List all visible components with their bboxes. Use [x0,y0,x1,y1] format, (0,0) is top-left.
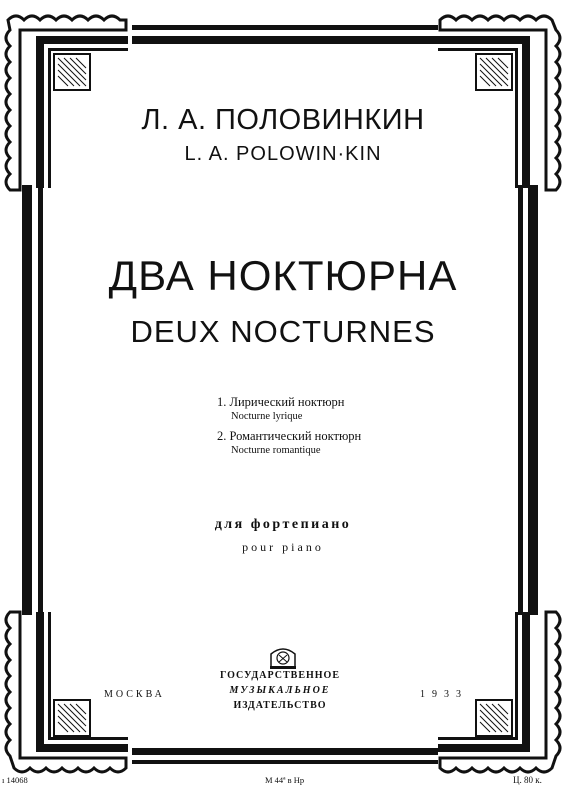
publisher-line-1: ГОСУДАРСТВЕННОЕ [220,670,340,681]
publisher-line-3: ИЗДАТЕЛЬСТВО [233,700,327,711]
piece-item [217,395,361,422]
publisher-line-2: МУЗЫКАЛЬНОЕ [229,685,331,696]
footer-catalog-code: M 44ª в Нр [265,775,305,785]
footer-price: Ц. 80 к. [513,775,542,785]
composer-name-lat: L. A. POLOWIN·KIN [184,143,382,165]
title-fr: DEUX NOCTURNES [130,314,436,349]
composer-name-ru: Л. А. ПОЛОВИНКИН [141,104,425,136]
piece-list [217,395,361,463]
publisher-logo-icon [268,644,298,670]
piece-title-ru: 2. Романтический ноктюрн [217,429,362,443]
piece-item [217,429,361,456]
instrument-ru: для фортепиано [214,517,352,532]
piece-title-ru: 1. Лирический ноктюрн [217,395,345,409]
piece-title-fr: Nocturne romantique [231,445,321,456]
footer-plate-number: ı 14068 [2,775,28,785]
piece-title-fr: Nocturne lyrique [231,411,303,422]
title-ru: ДВА НОКТЮРНА [108,252,458,299]
imprint-city: МОСКВА [104,689,165,700]
imprint-year: 1933 [420,689,468,700]
instrument-fr: pour piano [242,540,324,554]
